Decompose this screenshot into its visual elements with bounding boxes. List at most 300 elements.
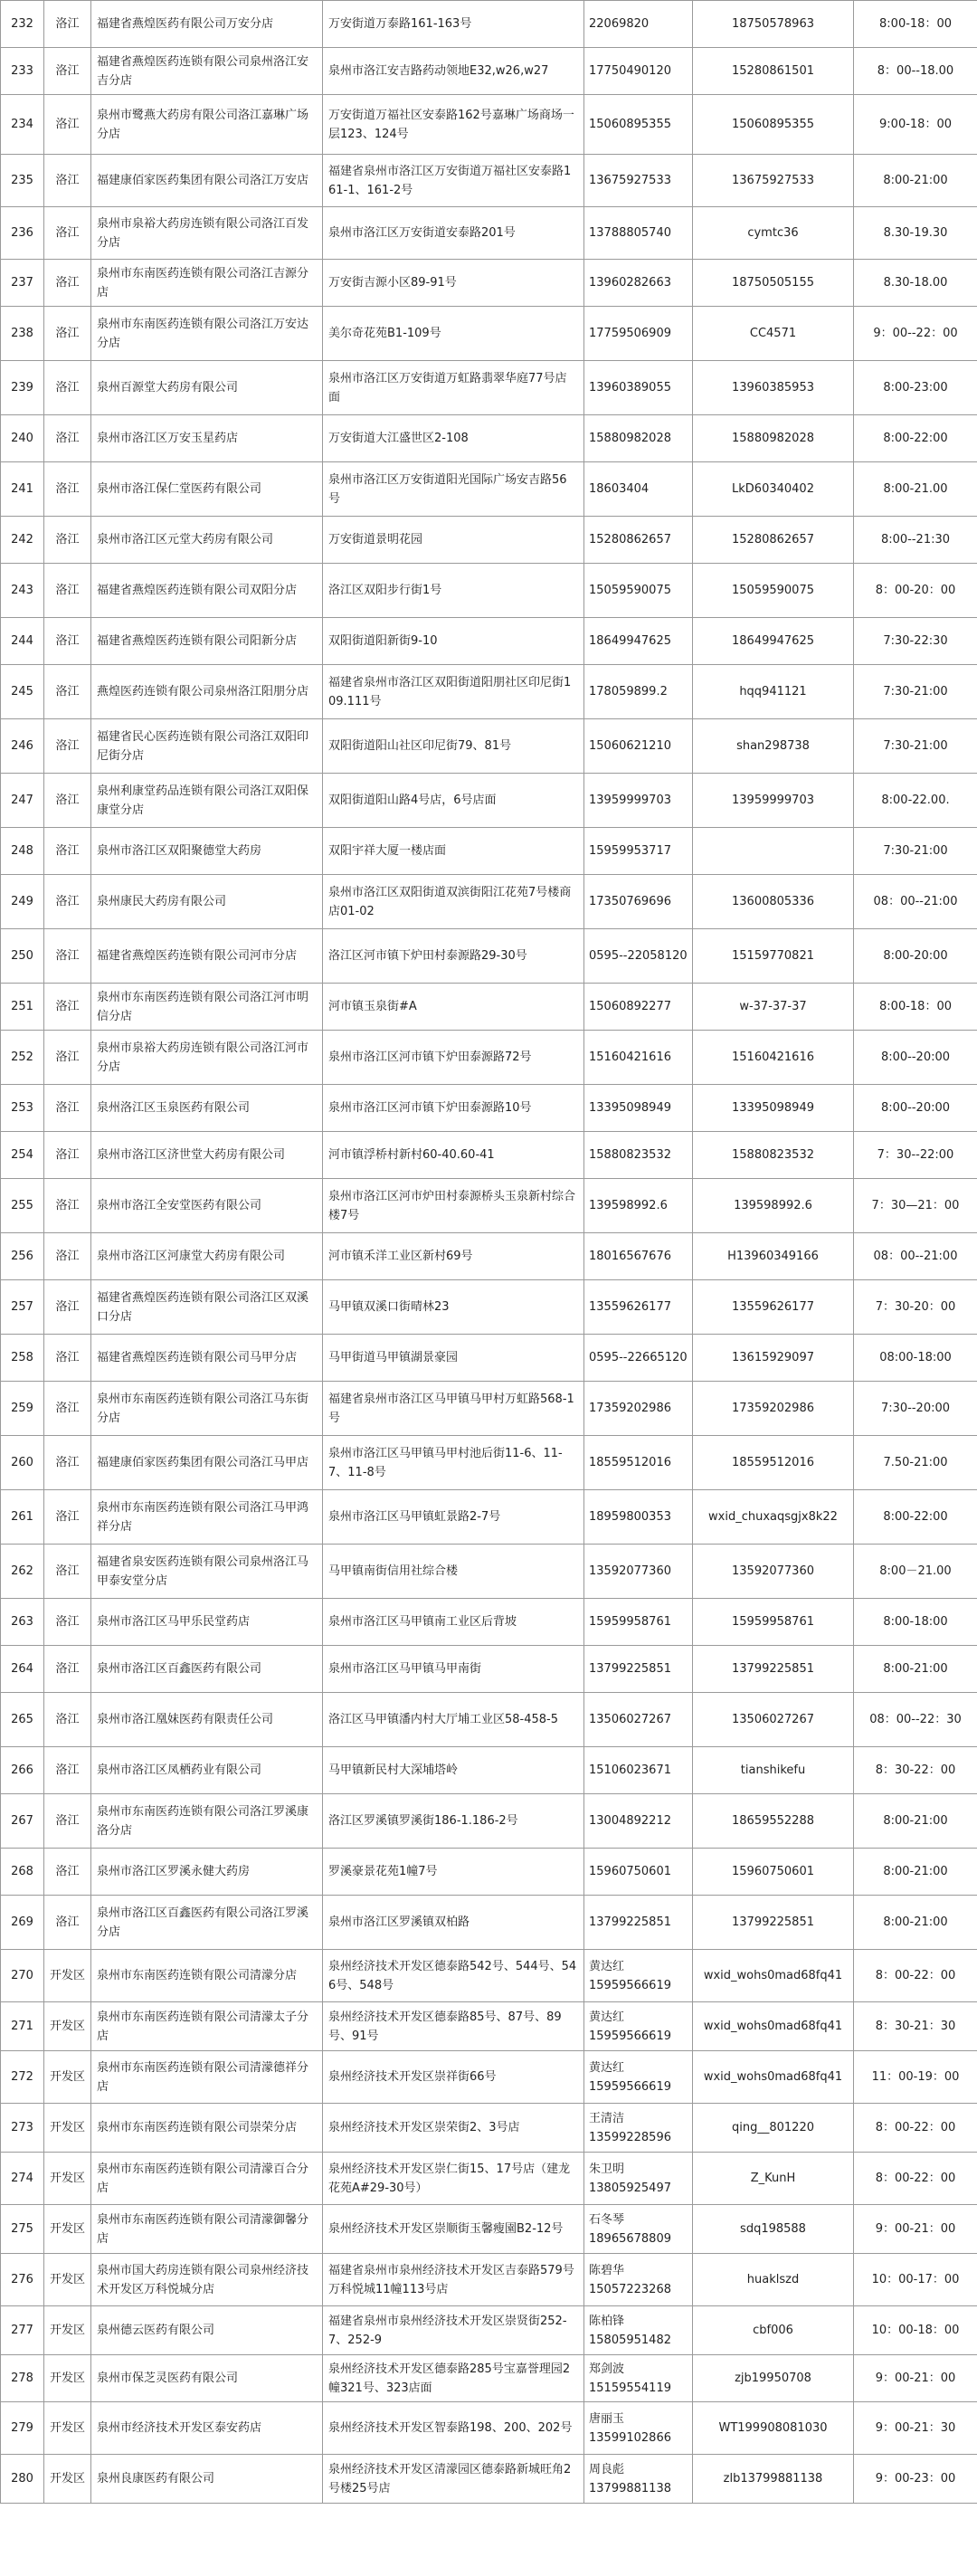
store-name-cell: 泉州洛江区玉泉医药有限公司 <box>91 1085 323 1132</box>
phone-number: 15880982028 <box>589 432 671 445</box>
store-name-cell: 福建省泉安医药连锁有限公司泉州洛江马甲泰安堂分店 <box>91 1545 323 1599</box>
wechat-cell: 13395098949 <box>693 1085 854 1132</box>
phone-cell <box>584 2104 693 2153</box>
table-row <box>1 1646 977 1693</box>
phone-number: 15057223268 <box>589 2282 671 2296</box>
phone-number: 18559512016 <box>589 1456 671 1469</box>
row-number: 242 <box>1 517 44 564</box>
store-name-cell: 泉州市东南医药连锁有限公司洛江河市明信分店 <box>91 984 323 1031</box>
district-cell: 洛江 <box>44 1896 91 1950</box>
phone-cell <box>584 361 693 415</box>
phone-cell <box>584 2455 693 2504</box>
contact-name: 周良彪 <box>589 2462 625 2476</box>
store-name-cell: 泉州市洛江区河康堂大药房有限公司 <box>91 1233 323 1280</box>
hours-cell: 8:00-20:00 <box>854 929 977 984</box>
row-number: 239 <box>1 361 44 415</box>
wechat-cell: wxid_chuxaqsgjx8k22 <box>693 1490 854 1545</box>
hours-cell: 8:00-21:00 <box>854 1896 977 1950</box>
hours-cell: 8:00－21.00 <box>854 1545 977 1599</box>
phone-number: 18959800353 <box>589 1510 671 1524</box>
store-name-cell: 泉州市泉裕大药房连锁有限公司洛江河市分店 <box>91 1031 323 1085</box>
district-cell: 洛江 <box>44 1747 91 1794</box>
wechat-cell: 13506027267 <box>693 1693 854 1747</box>
hours-cell: 9：00--22：00 <box>854 307 977 361</box>
district-cell: 洛江 <box>44 361 91 415</box>
district-cell: 洛江 <box>44 665 91 719</box>
hours-cell: 8:00-22:00 <box>854 415 977 462</box>
phone-number: 13506027267 <box>589 1713 671 1726</box>
phone-number: 13960282663 <box>589 276 671 290</box>
address-cell: 泉州市洛江区马甲镇马甲南街 <box>323 1646 584 1693</box>
row-number: 270 <box>1 1950 44 2002</box>
wechat-cell: CC4571 <box>693 307 854 361</box>
address-cell: 洛江区罗溪镇罗溪街186-1.186-2号 <box>323 1794 584 1849</box>
wechat-cell: wxid_wohs0mad68fq41 <box>693 1950 854 2002</box>
contact-name: 陈碧华 <box>589 2263 625 2277</box>
table-row <box>1 155 977 207</box>
address-cell: 泉州市洛江区罗溪镇双柏路 <box>323 1896 584 1950</box>
phone-cell <box>584 1 693 48</box>
store-name-cell: 泉州市洛江区百鑫医药有限公司洛江罗溪分店 <box>91 1896 323 1950</box>
phone-number: 17350769696 <box>589 895 671 908</box>
phone-cell <box>584 1436 693 1490</box>
hours-cell: 9：00-23：00 <box>854 2455 977 2504</box>
table-row <box>1 1747 977 1794</box>
district-cell: 洛江 <box>44 95 91 155</box>
row-number: 268 <box>1 1849 44 1896</box>
phone-number: 15959958761 <box>589 1615 671 1629</box>
phone-number: 15280862657 <box>589 533 671 547</box>
store-name-cell: 泉州康民大药房有限公司 <box>91 875 323 929</box>
wechat-cell: 13799225851 <box>693 1646 854 1693</box>
store-name-cell: 福建省燕煌医药连锁有限公司河市分店 <box>91 929 323 984</box>
phone-cell <box>584 415 693 462</box>
district-cell: 洛江 <box>44 1693 91 1747</box>
address-cell: 泉州经济技术开发区崇顺街玉馨瘦園B2-12号 <box>323 2205 584 2254</box>
address-cell: 万安街道大江盛世区2-108 <box>323 415 584 462</box>
store-name-cell: 福建省燕煌医药连锁有限公司马甲分店 <box>91 1335 323 1382</box>
row-number: 243 <box>1 564 44 618</box>
store-name-cell: 泉州市东南医药连锁有限公司崇荣分店 <box>91 2104 323 2153</box>
table-row <box>1 719 977 774</box>
wechat-cell: qing__801220 <box>693 2104 854 2153</box>
address-cell: 泉州经济技术开发区清濛园区德泰路新城旺角2号楼25号店 <box>323 2455 584 2504</box>
district-cell: 洛江 <box>44 1490 91 1545</box>
hours-cell: 7:30-21:00 <box>854 665 977 719</box>
store-name-cell: 泉州市东南医药连锁有限公司清濛德祥分店 <box>91 2051 323 2104</box>
address-cell: 泉州市洛江区河市镇下炉田泰源路10号 <box>323 1085 584 1132</box>
wechat-cell: 15280862657 <box>693 517 854 564</box>
store-name-cell: 泉州市东南医药连锁有限公司洛江吉源分店 <box>91 260 323 307</box>
address-cell: 洛江区河市镇下炉田村泰源路29-30号 <box>323 929 584 984</box>
address-cell: 马甲镇新民村大深埔塔岭 <box>323 1747 584 1794</box>
row-number: 272 <box>1 2051 44 2104</box>
store-name-cell: 泉州市鹭燕大药房有限公司洛江嘉琳广场分店 <box>91 95 323 155</box>
district-cell: 洛江 <box>44 984 91 1031</box>
store-name-cell: 泉州市洛江全安堂医药有限公司 <box>91 1179 323 1233</box>
wechat-cell: 13615929097 <box>693 1335 854 1382</box>
table-row <box>1 307 977 361</box>
hours-cell: 8：00--18.00 <box>854 48 977 95</box>
phone-cell <box>584 2402 693 2455</box>
row-number: 263 <box>1 1599 44 1646</box>
hours-cell: 9：00-21：00 <box>854 2205 977 2254</box>
store-name-cell: 泉州市经济技术开发区泰安药店 <box>91 2402 323 2455</box>
address-cell: 洛江区双阳步行街1号 <box>323 564 584 618</box>
row-number: 265 <box>1 1693 44 1747</box>
phone-cell <box>584 929 693 984</box>
district-cell: 开发区 <box>44 2455 91 2504</box>
phone-number: 17759506909 <box>589 327 671 340</box>
wechat-cell: 13592077360 <box>693 1545 854 1599</box>
store-name-cell: 泉州利康堂药品连锁有限公司洛江双阳保康堂分店 <box>91 774 323 828</box>
phone-number: 15060621210 <box>589 739 671 753</box>
wechat-cell: 15060895355 <box>693 95 854 155</box>
phone-number: 15959566619 <box>589 1978 671 1992</box>
district-cell: 开发区 <box>44 2051 91 2104</box>
store-name-cell: 泉州市洛江区马甲乐民堂药店 <box>91 1599 323 1646</box>
row-number: 244 <box>1 618 44 665</box>
hours-cell: 7：30-20：00 <box>854 1280 977 1335</box>
wechat-cell: 15159770821 <box>693 929 854 984</box>
district-cell: 洛江 <box>44 415 91 462</box>
table-row <box>1 1382 977 1436</box>
table-row <box>1 665 977 719</box>
district-cell: 开发区 <box>44 2306 91 2355</box>
phone-cell <box>584 2306 693 2355</box>
address-cell: 泉州市洛江区双阳街道双滨街阳江花苑7号楼商店01-02 <box>323 875 584 929</box>
table-row <box>1 1085 977 1132</box>
address-cell: 福建省泉州市洛江区双阳街道阳朋社区印尼街109.111号 <box>323 665 584 719</box>
wechat-cell: 15280861501 <box>693 48 854 95</box>
phone-cell <box>584 517 693 564</box>
store-name-cell: 泉州市东南医药连锁有限公司清濛百合分店 <box>91 2153 323 2205</box>
wechat-cell: 13959999703 <box>693 774 854 828</box>
wechat-cell: 15959958761 <box>693 1599 854 1646</box>
phone-cell <box>584 1085 693 1132</box>
table-row <box>1 774 977 828</box>
hours-cell: 7:30--20:00 <box>854 1382 977 1436</box>
phone-number: 15060892277 <box>589 1000 671 1013</box>
row-number: 236 <box>1 207 44 260</box>
phone-cell <box>584 1280 693 1335</box>
district-cell: 洛江 <box>44 462 91 517</box>
wechat-cell: cymtc36 <box>693 207 854 260</box>
address-cell: 双阳街道阳新街9-10 <box>323 618 584 665</box>
store-name-cell: 福建康佰家医药集团有限公司洛江万安店 <box>91 155 323 207</box>
row-number: 245 <box>1 665 44 719</box>
phone-cell <box>584 1335 693 1382</box>
district-cell: 洛江 <box>44 207 91 260</box>
address-cell: 泉州经济技术开发区德泰路542号、544号、546号、548号 <box>323 1950 584 2002</box>
hours-cell: 08：00--21:00 <box>854 1233 977 1280</box>
store-name-cell: 福建康佰家医药集团有限公司洛江马甲店 <box>91 1436 323 1490</box>
row-number: 232 <box>1 1 44 48</box>
district-cell: 洛江 <box>44 1646 91 1693</box>
contact-name: 陈柏锋 <box>589 2314 625 2328</box>
hours-cell: 8:00--21:30 <box>854 517 977 564</box>
wechat-cell: huaklszd <box>693 2254 854 2306</box>
district-cell: 洛江 <box>44 1382 91 1436</box>
row-number: 253 <box>1 1085 44 1132</box>
hours-cell: 8:00--20:00 <box>854 1085 977 1132</box>
table-row <box>1 1436 977 1490</box>
phone-cell <box>584 875 693 929</box>
phone-cell <box>584 1490 693 1545</box>
row-number: 257 <box>1 1280 44 1335</box>
address-cell: 泉州市洛江区马甲镇南工业区后背坡 <box>323 1599 584 1646</box>
table-row <box>1 517 977 564</box>
district-cell: 洛江 <box>44 1545 91 1599</box>
address-cell: 万安街道万福社区安泰路162号嘉琳广场商场一层123、124号 <box>323 95 584 155</box>
phone-cell <box>584 2254 693 2306</box>
row-number: 252 <box>1 1031 44 1085</box>
phone-cell <box>584 1132 693 1179</box>
hours-cell: 8:00-21:00 <box>854 1849 977 1896</box>
row-number: 276 <box>1 2254 44 2306</box>
phone-cell <box>584 1599 693 1646</box>
wechat-cell: tianshikefu <box>693 1747 854 1794</box>
row-number: 278 <box>1 2355 44 2402</box>
row-number: 254 <box>1 1132 44 1179</box>
table-row <box>1 260 977 307</box>
address-cell: 泉州市洛江区万安街道阳光国际广场安吉路56号 <box>323 462 584 517</box>
phone-number: 178059899.2 <box>589 685 668 699</box>
store-name-cell: 福建省民心医药连锁有限公司洛江双阳印尼街分店 <box>91 719 323 774</box>
phone-number: 0595--22665120 <box>589 1351 688 1364</box>
wechat-cell: 15059590075 <box>693 564 854 618</box>
district-cell: 开发区 <box>44 2205 91 2254</box>
table-row <box>1 2153 977 2205</box>
hours-cell: 8：00-20：00 <box>854 564 977 618</box>
contact-name: 郑剑波 <box>589 2362 625 2376</box>
address-cell: 福建省泉州市洛江区万安街道万福社区安泰路161-1、161-2号 <box>323 155 584 207</box>
contact-name: 石冬琴 <box>589 2212 625 2227</box>
hours-cell: 08:00-18:00 <box>854 1335 977 1382</box>
store-name-cell: 燕煌医药连锁有限公司泉州洛江阳朋分店 <box>91 665 323 719</box>
phone-cell <box>584 2153 693 2205</box>
store-name-cell: 福建省燕煌医药有限公司万安分店 <box>91 1 323 48</box>
phone-number: 13960389055 <box>589 381 671 394</box>
phone-number: 13799225851 <box>589 1915 671 1929</box>
hours-cell: 8:00--20:00 <box>854 1031 977 1085</box>
phone-number: 13675927533 <box>589 174 671 187</box>
table-row <box>1 929 977 984</box>
hours-cell: 08：00--22：30 <box>854 1693 977 1747</box>
store-name-cell: 福建省燕煌医药连锁有限公司泉州洛江安吉分店 <box>91 48 323 95</box>
hours-cell: 8.30-18.00 <box>854 260 977 307</box>
address-cell: 福建省泉州市泉州经济技术开发区吉泰路579号万科悦城11幢113号店 <box>323 2254 584 2306</box>
store-name-cell: 泉州市东南医药连锁有限公司洛江罗溪康洛分店 <box>91 1794 323 1849</box>
hours-cell: 9:00-18：00 <box>854 95 977 155</box>
table-row <box>1 2051 977 2104</box>
table-row <box>1 1490 977 1545</box>
store-name-cell: 泉州市东南医药连锁有限公司清濛太子分店 <box>91 2002 323 2051</box>
store-name-cell: 泉州市泉裕大药房连锁有限公司洛江百发分店 <box>91 207 323 260</box>
address-cell: 河市镇禾洋工业区新村69号 <box>323 1233 584 1280</box>
table-row <box>1 2002 977 2051</box>
wechat-cell: 13600805336 <box>693 875 854 929</box>
hours-cell: 8：30-21：30 <box>854 2002 977 2051</box>
wechat-cell: wxid_wohs0mad68fq41 <box>693 2002 854 2051</box>
phone-number: 18016567676 <box>589 1250 671 1263</box>
phone-number: 13799881138 <box>589 2481 671 2495</box>
phone-cell <box>584 1646 693 1693</box>
table-row <box>1 564 977 618</box>
district-cell: 洛江 <box>44 1280 91 1335</box>
district-cell: 开发区 <box>44 1950 91 2002</box>
wechat-cell: cbf006 <box>693 2306 854 2355</box>
row-number: 267 <box>1 1794 44 1849</box>
phone-number: 13592077360 <box>589 1564 671 1578</box>
table-row <box>1 48 977 95</box>
phone-number: 18603404 <box>589 482 650 496</box>
phone-number: 17359202986 <box>589 1402 671 1415</box>
wechat-cell: 15160421616 <box>693 1031 854 1085</box>
address-cell: 双阳街道阳山社区印尼街79、81号 <box>323 719 584 774</box>
wechat-cell <box>693 828 854 875</box>
address-cell: 双阳宇祥大厦一楼店面 <box>323 828 584 875</box>
store-name-cell: 泉州市洛江区百鑫医药有限公司 <box>91 1646 323 1693</box>
address-cell: 万安街道万泰路161-163号 <box>323 1 584 48</box>
address-cell: 洛江区马甲镇潘内村大厅埔工业区58-458-5 <box>323 1693 584 1747</box>
hours-cell: 8:00-18：00 <box>854 984 977 1031</box>
phone-number: 15060895355 <box>589 118 671 131</box>
row-number: 237 <box>1 260 44 307</box>
row-number: 238 <box>1 307 44 361</box>
address-cell: 泉州市洛江区万安街道安泰路201号 <box>323 207 584 260</box>
row-number: 250 <box>1 929 44 984</box>
contact-name: 唐丽玉 <box>589 2411 625 2426</box>
hours-cell: 8:00-18:00 <box>854 1599 977 1646</box>
hours-cell: 7:30-21:00 <box>854 719 977 774</box>
wechat-cell: Z_KunH <box>693 2153 854 2205</box>
phone-cell <box>584 155 693 207</box>
table-row <box>1 1031 977 1085</box>
wechat-cell: zjb19950708 <box>693 2355 854 2402</box>
phone-cell <box>584 307 693 361</box>
row-number: 262 <box>1 1545 44 1599</box>
wechat-cell: 13799225851 <box>693 1896 854 1950</box>
address-cell: 泉州经济技术开发区崇荣街2、3号店 <box>323 2104 584 2153</box>
phone-cell <box>584 665 693 719</box>
phone-cell <box>584 48 693 95</box>
wechat-cell: 17359202986 <box>693 1382 854 1436</box>
row-number: 264 <box>1 1646 44 1693</box>
district-cell: 洛江 <box>44 828 91 875</box>
address-cell: 马甲镇双溪口街晴林23 <box>323 1280 584 1335</box>
address-cell: 泉州经济技术开发区崇仁街15、17号店（建龙花苑A#29-30号） <box>323 2153 584 2205</box>
table-row <box>1 984 977 1031</box>
row-number: 234 <box>1 95 44 155</box>
table-body <box>1 1 977 2504</box>
hours-cell: 8:00-21:00 <box>854 1646 977 1693</box>
phone-cell <box>584 1545 693 1599</box>
row-number: 255 <box>1 1179 44 1233</box>
wechat-cell: 13559626177 <box>693 1280 854 1335</box>
wechat-cell: shan298738 <box>693 719 854 774</box>
hours-cell: 8:00-18：00 <box>854 1 977 48</box>
wechat-cell: 15880982028 <box>693 415 854 462</box>
phone-number: 13788805740 <box>589 226 671 240</box>
row-number: 275 <box>1 2205 44 2254</box>
address-cell: 马甲镇南街信用社综合楼 <box>323 1545 584 1599</box>
district-cell: 洛江 <box>44 1849 91 1896</box>
phone-number: 18649947625 <box>589 634 671 648</box>
phone-cell <box>584 1693 693 1747</box>
phone-number: 17750490120 <box>589 64 671 78</box>
table-row <box>1 2402 977 2455</box>
hours-cell: 8:00-23:00 <box>854 361 977 415</box>
district-cell: 洛江 <box>44 1436 91 1490</box>
address-cell: 泉州市洛江区河市炉田村泰源桥头玉泉新村综合楼7号 <box>323 1179 584 1233</box>
wechat-cell: sdq198588 <box>693 2205 854 2254</box>
row-number: 261 <box>1 1490 44 1545</box>
row-number: 248 <box>1 828 44 875</box>
district-cell: 洛江 <box>44 1031 91 1085</box>
row-number: 259 <box>1 1382 44 1436</box>
row-number: 246 <box>1 719 44 774</box>
table-row <box>1 1 977 48</box>
address-cell: 马甲街道马甲镇湖景豪园 <box>323 1335 584 1382</box>
table-row <box>1 2306 977 2355</box>
store-name-cell: 泉州市洛江区凤栖药业有限公司 <box>91 1747 323 1794</box>
address-cell: 泉州市洛江区马甲镇虹景路2-7号 <box>323 1490 584 1545</box>
wechat-cell: 13675927533 <box>693 155 854 207</box>
row-number: 279 <box>1 2402 44 2455</box>
address-cell: 泉州市洛江区马甲镇马甲村池后街11-6、11-7、11-8号 <box>323 1436 584 1490</box>
row-number: 274 <box>1 2153 44 2205</box>
row-number: 273 <box>1 2104 44 2153</box>
contact-name: 朱卫明 <box>589 2162 625 2176</box>
contact-name: 王清洁 <box>589 2111 625 2125</box>
hours-cell: 8：00-22：00 <box>854 2153 977 2205</box>
address-cell: 万安街道景明花园 <box>323 517 584 564</box>
phone-number: 13805925497 <box>589 2181 671 2195</box>
district-cell: 洛江 <box>44 774 91 828</box>
hours-cell: 8:00-21.00 <box>854 462 977 517</box>
phone-number: 15059590075 <box>589 584 671 597</box>
district-cell: 开发区 <box>44 2355 91 2402</box>
district-cell: 洛江 <box>44 719 91 774</box>
table-row <box>1 462 977 517</box>
district-cell: 洛江 <box>44 155 91 207</box>
phone-cell <box>584 1896 693 1950</box>
address-cell: 河市镇浮桥村新村60-40.60-41 <box>323 1132 584 1179</box>
phone-cell <box>584 207 693 260</box>
hours-cell: 7:30-21:00 <box>854 828 977 875</box>
phone-number: 15805951482 <box>589 2333 671 2347</box>
store-name-cell: 泉州市洛江区双阳聚德堂大药房 <box>91 828 323 875</box>
hours-cell: 11：00-19：00 <box>854 2051 977 2104</box>
district-cell: 洛江 <box>44 260 91 307</box>
wechat-cell: 18649947625 <box>693 618 854 665</box>
table-row <box>1 207 977 260</box>
phone-number: 15959953717 <box>589 844 671 858</box>
wechat-cell: zlb13799881138 <box>693 2455 854 2504</box>
phone-number: 0595--22058120 <box>589 949 688 963</box>
wechat-cell: WT199908081030 <box>693 2402 854 2455</box>
table-row <box>1 1794 977 1849</box>
phone-number: 139598992.6 <box>589 1199 668 1212</box>
table-row <box>1 828 977 875</box>
table-row <box>1 1280 977 1335</box>
wechat-cell: w-37-37-37 <box>693 984 854 1031</box>
phone-cell <box>584 2051 693 2104</box>
row-number: 249 <box>1 875 44 929</box>
district-cell: 洛江 <box>44 1794 91 1849</box>
address-cell: 泉州经济技术开发区德泰路85号、87号、89号、91号 <box>323 2002 584 2051</box>
